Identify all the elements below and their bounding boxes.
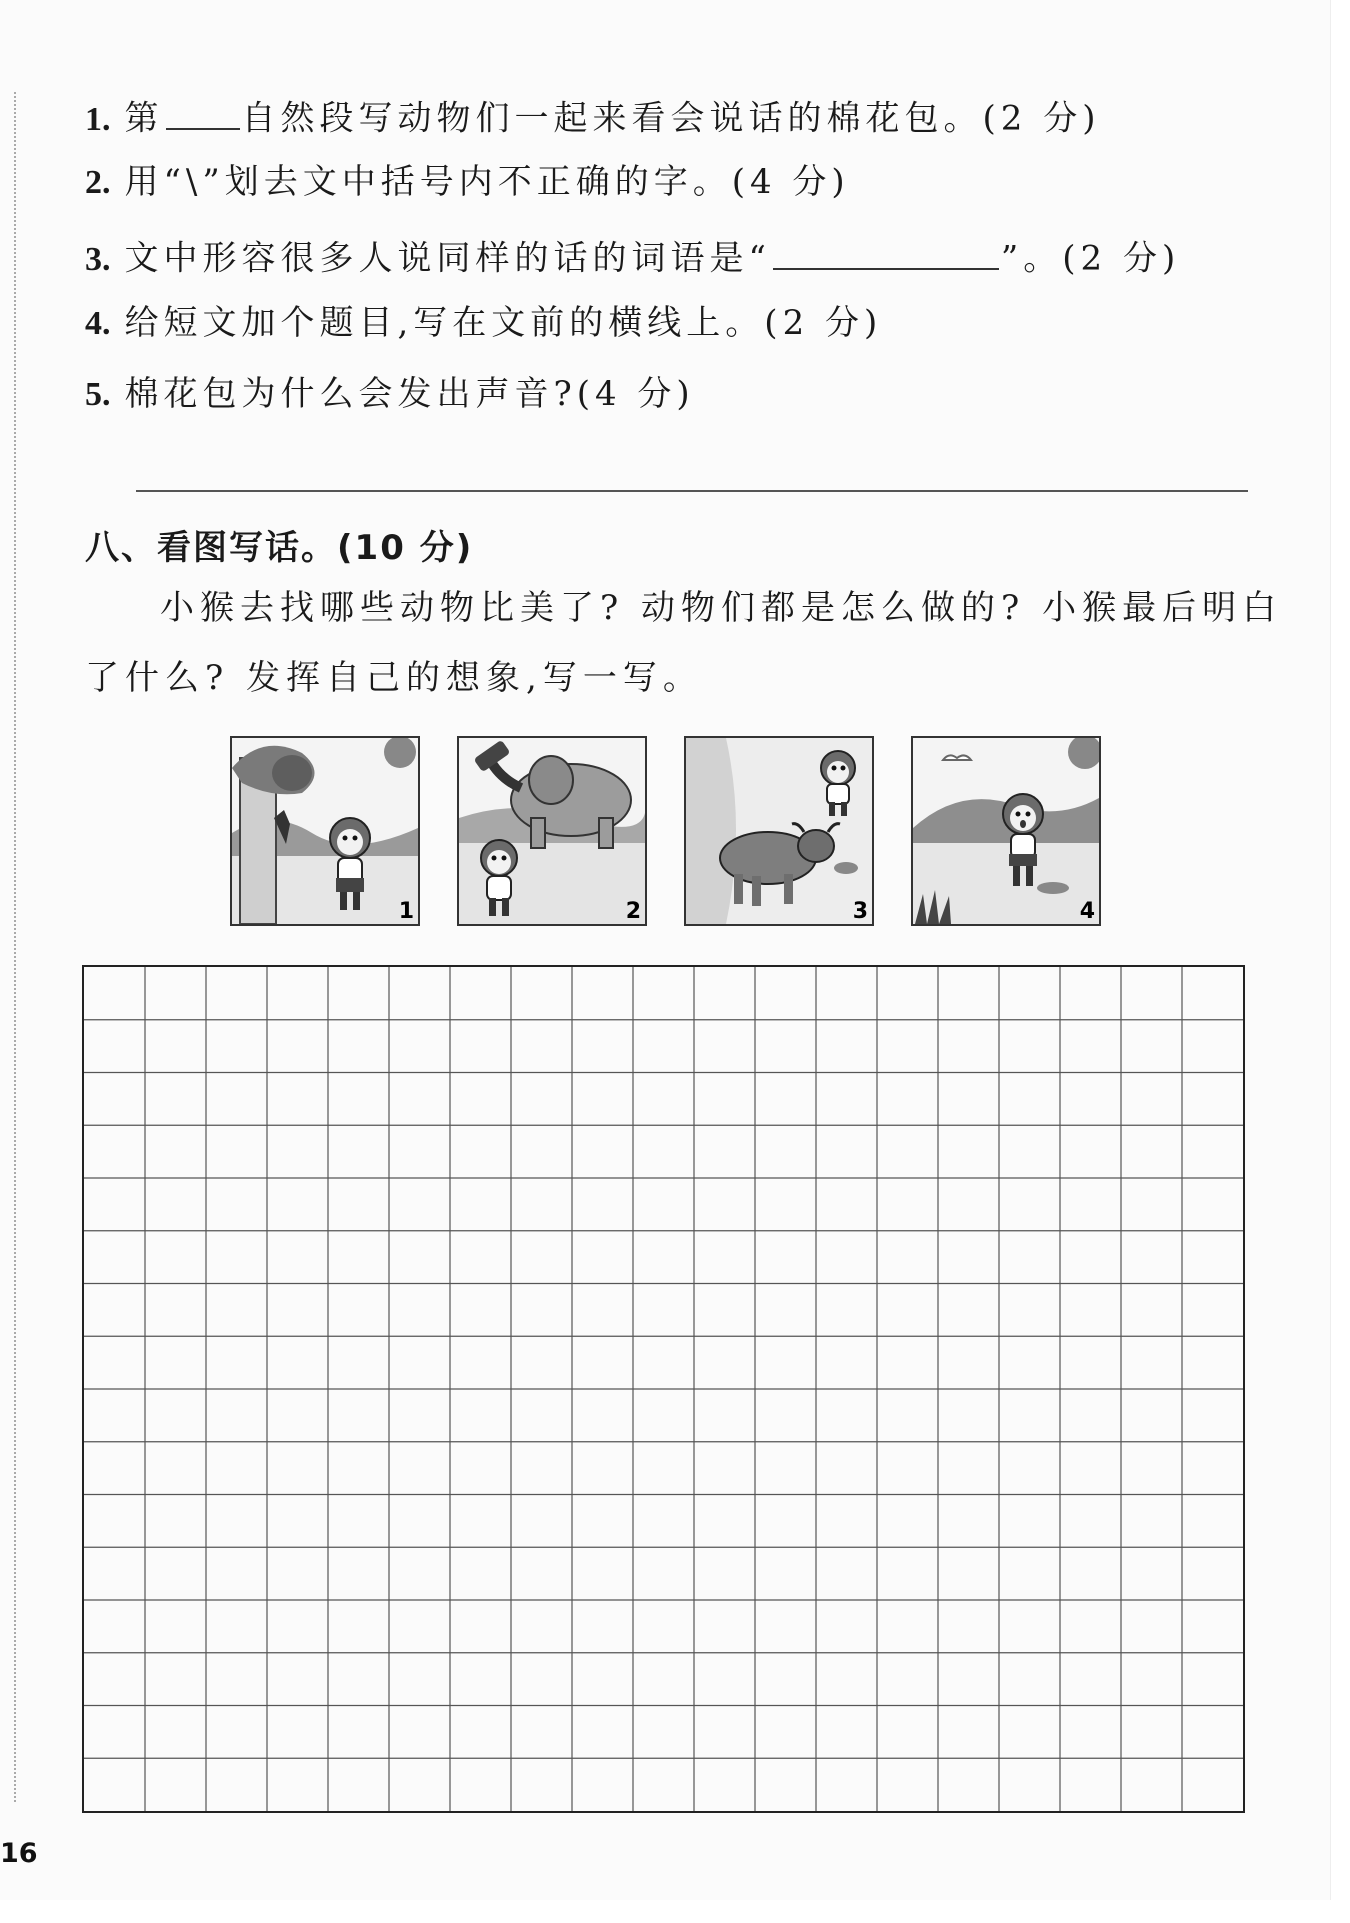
picture-number: 2 [625,899,641,924]
prompt-line-2: 了什么? 发挥自己的想象,写一写。 [85,658,703,698]
picture-number: 1 [398,899,414,924]
question-text-before: 第 [124,98,164,139]
question-text-before: 文中形容很多人说同样的话的词语是“ [124,238,771,279]
answer-line[interactable] [136,490,1248,492]
monkey-ox-icon [686,738,872,924]
question-1 [85,92,1100,140]
answer-blank[interactable] [166,92,240,130]
question-number: 1. [85,100,111,138]
binding-margin-line [14,92,16,1802]
question-3 [85,232,1180,280]
question-number: 2. [85,164,111,201]
writing-grid[interactable] [82,965,1245,1813]
picture-3 [684,736,874,926]
monkey-alone-hills-icon [913,738,1099,924]
question-text: 给短文加个题目,写在文前的横线上。(2 分) [124,303,883,343]
question-text: 用“\”划去文中括号内不正确的字。(4 分) [124,162,850,202]
prompt-line-1: 小猴去找哪些动物比美了? 动物们都是怎么做的? 小猴最后明白 [160,588,1283,628]
answer-blank[interactable] [773,232,999,270]
question-5 [85,374,695,415]
monkey-woodpecker-tree-icon [232,738,418,924]
page-number: 16 [0,1838,38,1869]
section-title: 八、看图写话。(10 分) [85,528,474,568]
picture-2 [457,736,647,926]
picture-number: 3 [852,899,868,924]
picture-1 [230,736,420,926]
picture-4 [911,736,1101,926]
question-text-after: ”。(2 分) [1000,238,1181,279]
question-2 [85,162,850,203]
monkey-elephant-icon [459,738,645,924]
question-text-after: 自然段写动物们一起来看会说话的棉花包。(2 分) [241,98,1101,139]
picture-number: 4 [1079,899,1095,924]
writing-grid-lines [84,967,1243,1811]
question-number: 5. [85,376,111,413]
question-text: 棉花包为什么会发出声音?(4 分) [124,374,695,414]
question-4 [85,303,882,344]
question-number: 4. [85,305,111,342]
question-number: 3. [85,240,111,278]
